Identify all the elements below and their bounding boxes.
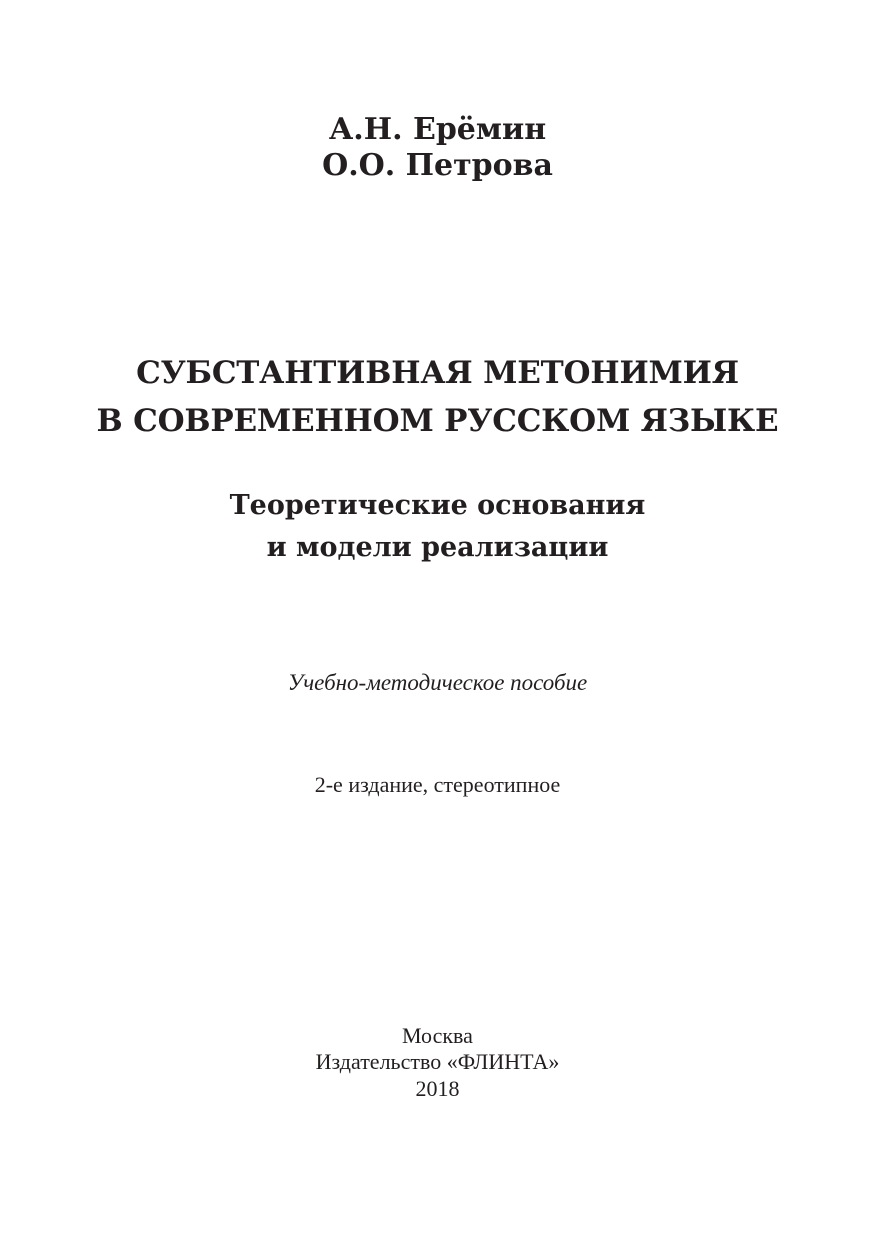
- book-title-line: СУБСТАНТИВНАЯ МЕТОНИМИЯ: [136, 355, 739, 391]
- imprint-year: 2018: [415, 1076, 460, 1101]
- book-title-line: В СОВРЕМЕННОМ РУССКОМ ЯЗЫКЕ: [96, 403, 779, 439]
- book-subtitle-line: Теоретические основания: [229, 490, 646, 521]
- imprint-city: Москва: [402, 1023, 473, 1048]
- imprint-publisher: Издательство «ФЛИНТА»: [315, 1049, 560, 1074]
- author-name: А.Н. Ерёмин: [328, 112, 547, 147]
- publication-genre: Учебно-методическое пособие: [287, 670, 588, 695]
- book-subtitle-line: и модели реализации: [266, 532, 609, 563]
- author-name: О.О. Петрова: [322, 148, 553, 183]
- edition-note: 2-е издание, стереотипное: [314, 772, 561, 797]
